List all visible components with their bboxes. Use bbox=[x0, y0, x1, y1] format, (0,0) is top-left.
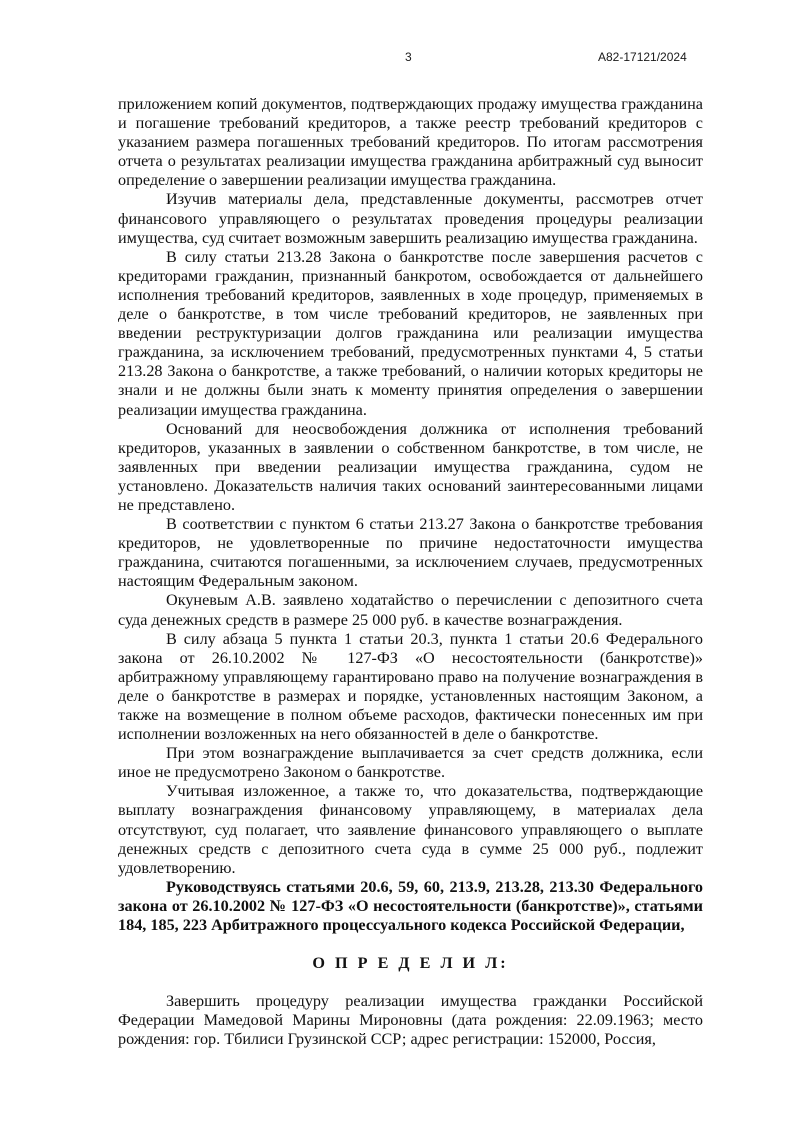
ruling-paragraph: Завершить процедуру реализации имущества гражданки Российской Федерации Мамедовой Марины Мироновны (дата рождения: 22.09.1963; место рождения: гор. Тбилиси Грузинской ССР; адрес регистрации: 152000, Россия, bbox=[118, 992, 703, 1049]
paragraph-no-grounds: Оснований для неосвобождения должника от исполнения требований кредиторов, указанных в заявлении о собственном банкротстве, в том числе, не заявленных при введении реализации имущества гражданина, судом не установлено. Доказательств наличия таких оснований заинтересованными лицами не представлено. bbox=[118, 419, 703, 514]
paragraph-article-213-28: В силу статьи 213.28 Закона о банкротстве после завершения расчетов с кредиторами гражданин, признанный банкротом, освобождается от дальнейшего исполнения требований кредиторов, заявленных в ходе процедур, применяемых в деле о банкротстве, в том числе требований кредиторов, не заявленных при введении реструктуризации долгов гражданина или реализации имущества гражданина, за исключением требований, предусмотренных пунктами 4, 5 статьи 213.28 Закона о банкротстве, а также требований, о наличии которых кредиторы не знали и не должны были знать к моменту принятия определения о завершении реализации имущества гражданина. bbox=[118, 247, 703, 419]
document-body bbox=[118, 95, 703, 1050]
page-number: 3 bbox=[405, 50, 412, 64]
paragraph-continuation: приложением копий документов, подтверждающих продажу имущества гражданина и погашение требований кредиторов, а также реестр требований кредиторов с указанием размера погашенных требований кредиторов. По итогам рассмотрения отчета о результатах реализации имущества гражданина арбитражный суд выносит определение о завершении реализации имущества гражданина. bbox=[118, 95, 703, 190]
case-number: А82-17121/2024 bbox=[598, 50, 687, 64]
ruling-heading: О П Р Е Д Е Л И Л: bbox=[312, 954, 509, 973]
paragraph-conclusion: Учитывая изложенное, а также то, что доказательства, подтверждающие выплату вознаграждения финансовому управляющему, в материалах дела отсутствуют, суд полагает, что заявление финансового управляющего о выплате денежных средств с депозитного счета суда в сумме 25 000 руб., подлежит удовлетворению. bbox=[118, 782, 703, 877]
paragraph-manager-rights: В силу абзаца 5 пункта 1 статьи 20.3, пункта 1 статьи 20.6 Федерального закона от 26.10.2002 № 127-ФЗ «О несостоятельности (банкротстве)» арбитражному управляющему гарантировано право на получение вознаграждения в деле о банкротстве в размерах и порядке, установленных настоящим Законом, а также на возмещение в полном объеме расходов, фактически понесенных им при исполнении возложенных на него обязанностей в деле о банкротстве. bbox=[118, 629, 703, 744]
paragraph-fee-petition: Окуневым А.В. заявлено ходатайство о перечислении с депозитного счета суда денежных средств в размере 25 000 руб. в качестве вознаграждения. bbox=[118, 591, 703, 629]
paragraph-court-review: Изучив материалы дела, представленные документы, рассмотрев отчет финансового управляющего о результатах проведения процедуры реализации имущества, суд считает возможным завершить реализацию имущества гражданина. bbox=[118, 190, 703, 247]
legal-basis: Руководствуясь статьями 20.6, 59, 60, 213.9, 213.28, 213.30 Федерального закона от 26.10.2002 № 127-ФЗ «О несостоятельности (банкротстве)», статьями 184, 185, 223 Арбитражного процессуального кодекса Российской Федерации, bbox=[118, 877, 703, 935]
page-header bbox=[0, 45, 800, 65]
paragraph-fee-source: При этом вознаграждение выплачивается за счет средств должника, если иное не предусмотрено Законом о банкротстве. bbox=[118, 744, 703, 782]
paragraph-article-213-27: В соответствии с пунктом 6 статьи 213.27 Закона о банкротстве требования кредиторов, не удовлетворенные по причине недостаточности имущества гражданина, считаются погашенными, за исключением случаев, предусмотренных настоящим Федеральным законом. bbox=[118, 515, 703, 591]
